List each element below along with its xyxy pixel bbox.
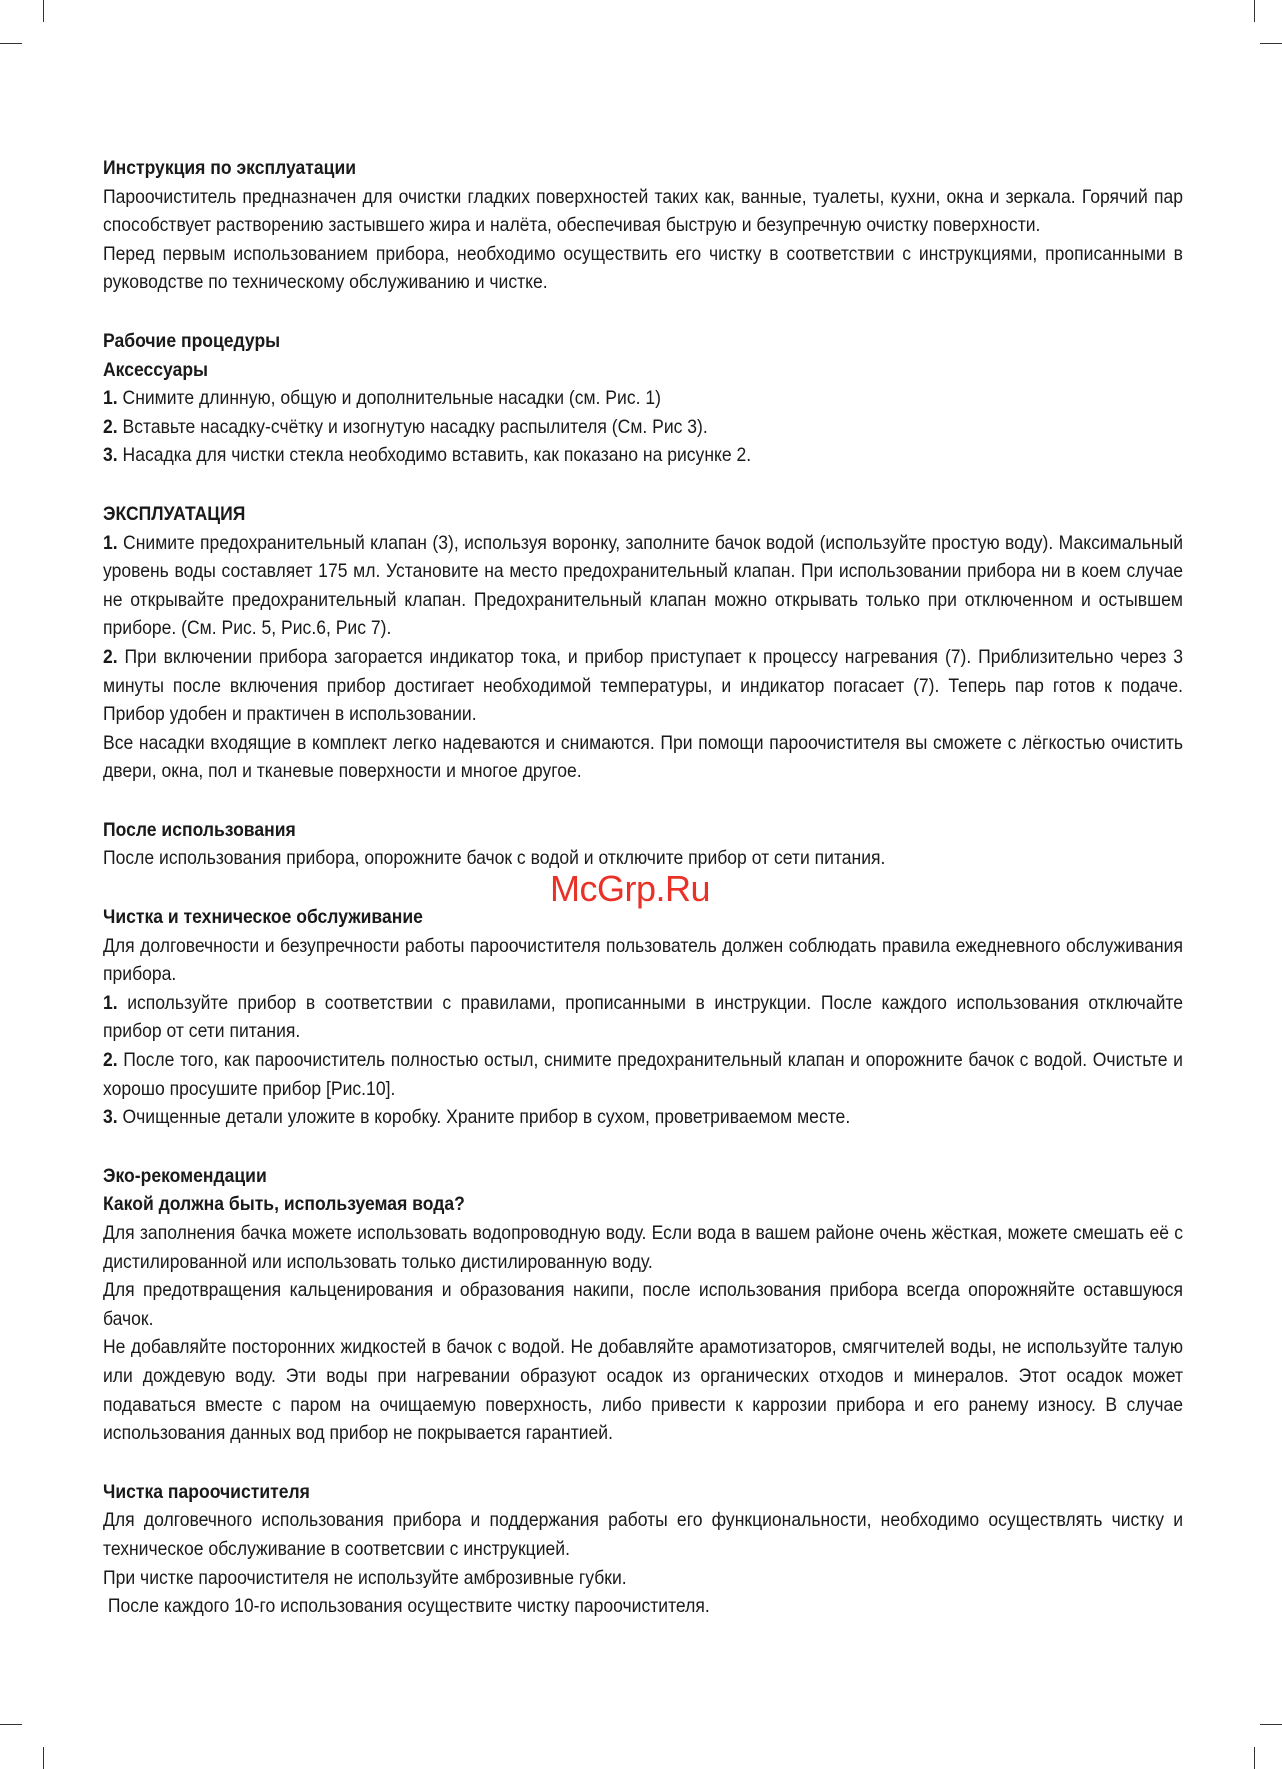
section-heading-steam-cleaner-cleaning: Чистка пароочистителя [103,1480,310,1503]
paragraph: Пароочиститель предназначен для очистки гладких поверхностей таких как, ванные, туалеты, кухни, окна и зеркала. Горячий пар способствует растворению застывшего жира и налёта, обеспечивая быструю и безупречную очистку поверхности. [103,185,1183,237]
crop-mark-bottom-right-h [1260,1724,1282,1725]
paragraph: Для заполнения бачка можете использовать водопроводную воду. Если вода в вашем районе очень жёсткая, можете смешать её с дистилированной или использовать только дистилированную воду. [103,1222,1183,1273]
list-item: 3. Очищенные детали уложите в коробку. Храните прибор в сухом, проветриваемом месте. [103,1106,851,1129]
list-item: 1. Снимите длинную, общую и дополнительные насадки (см. Рис. 1) [103,387,661,410]
section-heading-work-procedures: Рабочие процедуры [103,329,281,352]
crop-mark-bottom-left-h [0,1724,22,1725]
paragraph: После использования прибора, опорожните бачок с водой и отключите прибор от сети питания. [103,847,886,870]
crop-mark-top-left-v [43,0,44,22]
paragraph: Все насадки входящие в комплект легко надеваются и снимаются. При помощи пароочистителя вы сможете с лёгкостью очистить двери, окна, пол и тканевые поверхности и многое другое. [103,731,1183,783]
paragraph: При чистке пароочистителя не используйте амброзивные губки. [103,1566,627,1589]
crop-mark-top-right-v [1254,0,1255,22]
watermark-logo: McGrp.Ru [550,868,711,909]
section-heading-maintenance: Чистка и техническое обслуживание [103,906,423,929]
crop-mark-bottom-right-v [1254,1747,1255,1769]
list-item: 2. Вставьте насадку-счётку и изогнутую насадку распылителя (См. Рис 3). [103,415,708,438]
paragraph: Не добавляйте посторонних жидкостей в бачок с водой. Не добавляйте арамотизаторов, смягчителей воды, не используйте талую или дождевую воду. Эти воды при нагревании образуют осадок из органических отходов и минералов. Этот осадок может подаваться вместе с паром на очищаемую поверхность, либо привести к каррозии прибора и его ранему износу. В случае использования данных вод прибор не покрывается гарантией. [103,1336,1183,1445]
section-heading-after-use: После использования [103,818,296,841]
list-item: 1. Снимите предохранительный клапан (3), используя воронку, заполните бачок водой (используйте простую воду). Максимальный уровень воды составляет 175 мл. Установите на место предохранительный клапан. При использовании прибора ни в коем случае не открывайте предохранительный клапан. Предохранительный клапан можно открывать только при отключенном и остывшем приборе. (См. Рис. 5, Рис.6, Рис 7). [103,531,1184,640]
list-item: 1. используйте прибор в соответствии с правилами, прописанными в инструкции. После каждого использования отключайте прибор от сети питания. [103,991,1184,1043]
paragraph: Для предотвращения кальценирования и образования накипи, после использования прибора всегда опорожняйте оставшуюся бачок. [103,1279,1183,1330]
paragraph: Для долговечности и безупречности работы пароочистителя пользователь должен соблюдать правила ежедневного обслуживания прибора. [103,934,1183,986]
crop-mark-top-left-h [0,43,22,44]
paragraph: После каждого 10-го использования осуществите чистку пароочистителя. [103,1595,710,1618]
subheading-accessories: Аксессуары [103,358,209,381]
section-heading-eco: Эко-рекомендации [103,1164,267,1187]
section-heading-operation: ЭКСПЛУАТАЦИЯ [103,502,246,525]
list-item: 3. Насадка для чистки стекла необходимо вставить, как показано на рисунке 2. [103,444,752,467]
crop-mark-top-right-h [1260,43,1282,44]
section-heading-instructions: Инструкция по эксплуатации [103,157,357,179]
crop-mark-bottom-left-v [43,1747,44,1769]
subheading-water: Какой должна быть, используемая вода? [103,1193,465,1216]
list-item: 2. После того, как пароочиститель полностью остыл, снимите предохранительный клапан и опорожните бачок с водой. Очистьте и хорошо просушите прибор [Рис.10]. [103,1049,1184,1100]
paragraph: Перед первым использованием прибора, необходимо осуществить его чистку в соответствии с инструкциями, прописанными в руководстве по техническому обслуживанию и чистке. [103,242,1183,294]
paragraph: Для долговечного использования прибора и поддержания работы его функциональности, необходимо осуществлять чистку и техническое обслуживание в соответсвии с инструкцией. [103,1509,1183,1560]
list-item: 2. При включении прибора загорается индикатор тока, и прибор приступает к процессу нагревания (7). Приблизительно через 3 минуты после включения прибор достигает необходимой температуры, и индикатор погасает (7). Теперь пар готов к подаче. Прибор удобен и практичен в использовании. [103,645,1184,726]
